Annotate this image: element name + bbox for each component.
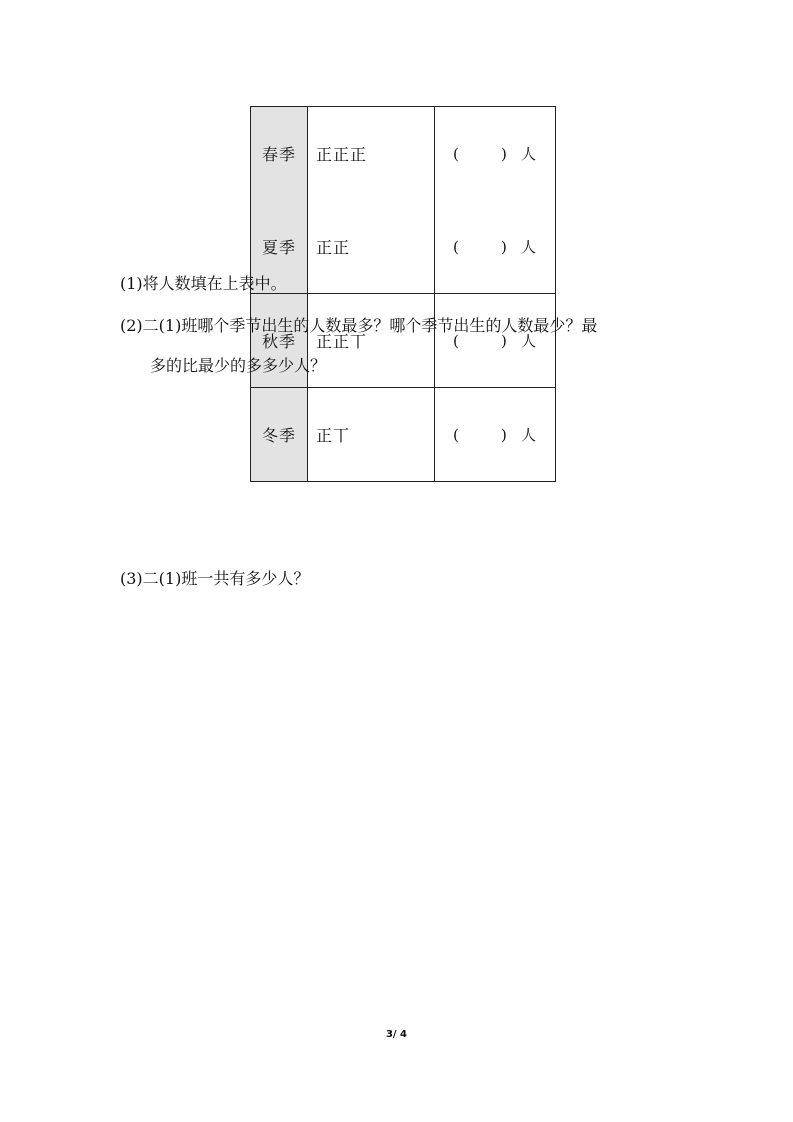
tally-cell: 正正丅	[308, 294, 435, 388]
open-paren: (	[453, 331, 459, 350]
tally-cell: 正正正	[308, 107, 435, 201]
open-paren: (	[453, 144, 459, 163]
count-cell	[435, 388, 556, 482]
table-row	[251, 388, 556, 482]
question-2-line-1: (2)二(1)班哪个季节出生的人数最多？哪个季节出生的人数最少？最	[120, 316, 598, 335]
close-paren: )	[501, 425, 507, 444]
unit-label: 人	[521, 145, 537, 163]
close-paren: )	[501, 331, 507, 350]
count-cell	[435, 200, 556, 294]
close-paren: )	[501, 237, 507, 256]
close-paren: )	[501, 144, 507, 163]
question-2-line-2: 多的比最少的多多少人？	[150, 356, 327, 375]
season-cell: 夏季	[251, 200, 308, 294]
season-cell: 冬季	[251, 388, 308, 482]
count-cell	[435, 294, 556, 388]
tally-cell: 正正	[308, 200, 435, 294]
season-cell: 秋季	[251, 294, 308, 388]
open-paren: (	[453, 425, 459, 444]
unit-label: 人	[521, 426, 537, 444]
season-birth-table	[250, 106, 556, 482]
count-cell	[435, 107, 556, 201]
open-paren: (	[453, 237, 459, 256]
question-1: (1)将人数填在上表中。	[120, 274, 287, 293]
season-cell: 春季	[251, 107, 308, 201]
table-row	[251, 107, 556, 201]
question-3: (3)二(1)班一共有多少人？	[120, 569, 310, 588]
table-row	[251, 200, 556, 294]
unit-label: 人	[521, 332, 537, 350]
unit-label: 人	[521, 238, 537, 256]
tally-cell: 正丅	[308, 388, 435, 482]
page-number: 3/ 4	[385, 1029, 408, 1040]
